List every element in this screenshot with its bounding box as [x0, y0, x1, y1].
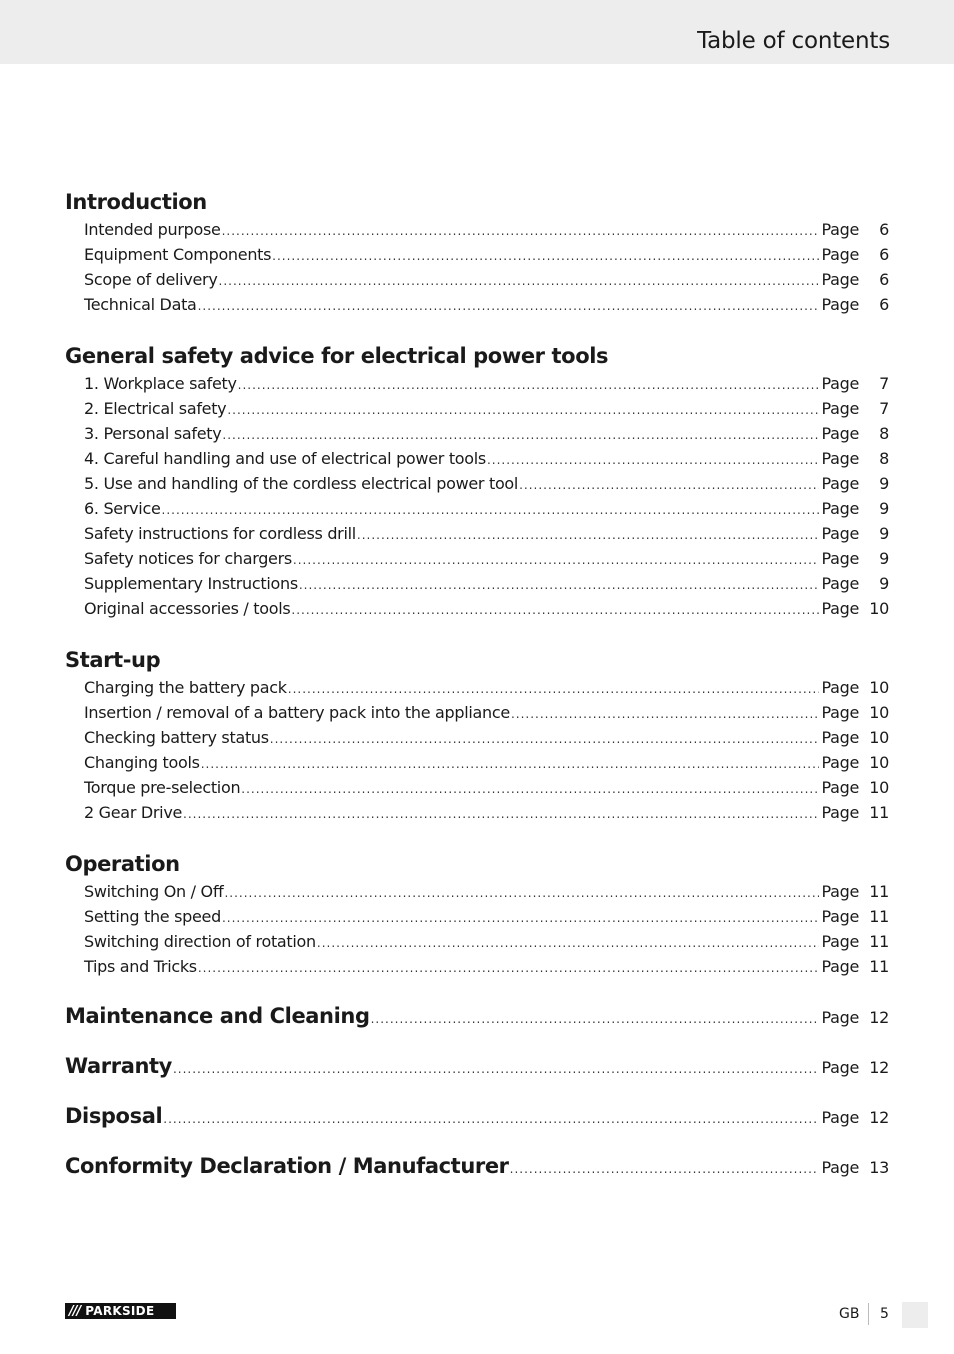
section-spacer: [65, 621, 889, 646]
section-heading: Start-up: [65, 648, 161, 672]
page-word: Page: [821, 753, 859, 772]
section-heading: Introduction: [65, 190, 207, 214]
page-word: Page: [821, 499, 859, 518]
toc-entry[interactable]: [65, 700, 889, 725]
entry-label: Intended purpose: [84, 220, 221, 239]
page-word: Page: [821, 599, 859, 618]
dot-leader: [238, 373, 820, 398]
entry-label: Original accessories / tools: [84, 599, 291, 618]
toc-entry[interactable]: [65, 217, 889, 242]
entry-label: Safety notices for chargers: [84, 549, 292, 568]
toc-entry[interactable]: [65, 371, 889, 396]
toc-entry[interactable]: [65, 446, 889, 471]
toc-entry[interactable]: [65, 775, 889, 800]
entry-label: Switching direction of rotation: [84, 932, 316, 951]
entry-label: 3. Personal safety: [84, 424, 222, 443]
dot-leader: [288, 677, 820, 702]
page-number: 9: [879, 549, 889, 568]
top-entry-label: Conformity Declaration / Manufacturer: [65, 1154, 509, 1178]
header-band: [0, 0, 954, 64]
dot-leader: [173, 1044, 820, 1094]
dot-leader: [510, 1144, 820, 1194]
page-number: 11: [869, 932, 889, 951]
dot-leader: [293, 548, 820, 573]
dot-leader: [511, 702, 820, 727]
page-number-footer: 5: [880, 1306, 889, 1322]
section-heading: General safety advice for electrical power tools: [65, 344, 609, 368]
dot-leader: [317, 931, 820, 956]
top-entry-label: Disposal: [65, 1104, 163, 1128]
page-word: Page: [821, 1108, 859, 1127]
page-word: Page: [821, 474, 859, 493]
dot-leader: [519, 473, 819, 498]
page-word: Page: [821, 1008, 859, 1027]
page-word: Page: [821, 245, 859, 264]
toc-entry[interactable]: [65, 292, 889, 317]
entry-label: Equipment Components: [84, 245, 272, 264]
page-word: Page: [821, 220, 859, 239]
entry-label: Technical Data: [84, 295, 197, 314]
entry-label: 2. Electrical safety: [84, 399, 227, 418]
toc-entry[interactable]: [65, 471, 889, 496]
entry-label: Checking battery status: [84, 728, 269, 747]
page-word: Page: [821, 424, 859, 443]
page-word: Page: [821, 1158, 859, 1177]
language-code: GB: [839, 1306, 860, 1322]
toc-top-entry-warranty[interactable]: [65, 1041, 889, 1091]
page-word: Page: [821, 399, 859, 418]
dot-leader: [198, 294, 820, 319]
toc-entry[interactable]: [65, 521, 889, 546]
page-word: Page: [821, 907, 859, 926]
page-word: Page: [821, 932, 859, 951]
dot-leader: [198, 956, 820, 981]
page-number: 8: [879, 424, 889, 443]
toc-entry[interactable]: [65, 675, 889, 700]
page-number: 13: [869, 1158, 889, 1177]
toc-entry[interactable]: [65, 929, 889, 954]
entry-label: Changing tools: [84, 753, 200, 772]
page-word: Page: [821, 270, 859, 289]
section-spacer: [65, 317, 889, 342]
page-word: Page: [821, 703, 859, 722]
page-number: 11: [869, 803, 889, 822]
section-spacer: [65, 825, 889, 850]
page-number: 10: [869, 703, 889, 722]
page-number: 12: [869, 1008, 889, 1027]
logo-stripes: ///: [69, 1303, 81, 1319]
page-word: Page: [821, 678, 859, 697]
page-word: Page: [821, 803, 859, 822]
dot-leader: [224, 881, 819, 906]
dot-leader: [222, 219, 820, 244]
page-number: 12: [869, 1058, 889, 1077]
page-number: 9: [879, 499, 889, 518]
toc-entry[interactable]: [65, 879, 889, 904]
top-entry-label: Maintenance and Cleaning: [65, 1004, 370, 1028]
page-number: 6: [879, 220, 889, 239]
footer-divider: [868, 1303, 869, 1325]
toc-entry[interactable]: [65, 904, 889, 929]
top-entry-label: Warranty: [65, 1054, 172, 1078]
page-word: Page: [821, 778, 859, 797]
toc-section-operation: [65, 850, 889, 991]
toc-top-entry-maintenance[interactable]: [65, 991, 889, 1041]
toc-section-introduction: [65, 188, 889, 342]
entry-label: Charging the battery pack: [84, 678, 287, 697]
toc-section-general-safety: [65, 342, 889, 646]
page-number: 11: [869, 907, 889, 926]
dot-leader: [219, 269, 820, 294]
dot-leader: [162, 498, 820, 523]
section-heading: Operation: [65, 852, 180, 876]
page-word: Page: [821, 957, 859, 976]
entry-label: Insertion / removal of a battery pack into the appliance: [84, 703, 510, 722]
page-number: 7: [879, 399, 889, 418]
toc-section-start-up: [65, 646, 889, 850]
page-number: 6: [879, 270, 889, 289]
page-number: 9: [879, 574, 889, 593]
page-word: Page: [821, 574, 859, 593]
page-word: Page: [821, 882, 859, 901]
entry-label: Safety instructions for cordless drill: [84, 524, 356, 543]
page-word: Page: [821, 374, 859, 393]
dot-leader: [183, 802, 819, 827]
page-word: Page: [821, 1058, 859, 1077]
entry-label: 5. Use and handling of the cordless electrical power tool: [84, 474, 519, 493]
dot-leader: [222, 423, 819, 448]
toc-entry[interactable]: [65, 954, 889, 979]
dot-leader: [371, 994, 820, 1044]
entry-label: 4. Careful handling and use of electrical power tools: [84, 449, 486, 468]
dot-leader: [291, 598, 819, 623]
entry-label: Scope of delivery: [84, 270, 218, 289]
dot-leader: [299, 573, 820, 598]
page-number: 9: [879, 524, 889, 543]
toc-entry[interactable]: [65, 800, 889, 825]
toc-entry[interactable]: [65, 750, 889, 775]
entry-label: Switching On / Off: [84, 882, 224, 901]
dot-leader: [357, 523, 820, 548]
page-number: 10: [869, 753, 889, 772]
toc-entry[interactable]: [65, 421, 889, 446]
toc-entry[interactable]: [65, 546, 889, 571]
entry-label: 2 Gear Drive: [84, 803, 183, 822]
page-number: 8: [879, 449, 889, 468]
toc-entry[interactable]: [65, 242, 889, 267]
page-number: 6: [879, 295, 889, 314]
toc-entry[interactable]: [65, 596, 889, 621]
entry-label: 6. Service: [84, 499, 161, 518]
entry-label: 1. Workplace safety: [84, 374, 237, 393]
page-number: 10: [869, 599, 889, 618]
toc-top-entry-conformity[interactable]: [65, 1141, 889, 1191]
entry-label: Tips and Tricks: [84, 957, 197, 976]
table-of-contents: [65, 188, 889, 1191]
dot-leader: [487, 448, 820, 473]
page-number: 6: [879, 245, 889, 264]
parkside-logo: [65, 1303, 176, 1319]
page-number: 10: [869, 728, 889, 747]
page-word: Page: [821, 728, 859, 747]
page-word: Page: [821, 524, 859, 543]
toc-entry[interactable]: [65, 267, 889, 292]
dot-leader: [163, 1094, 819, 1144]
page-word: Page: [821, 295, 859, 314]
toc-entry[interactable]: [65, 496, 889, 521]
page-number: 10: [869, 778, 889, 797]
toc-entry[interactable]: [65, 396, 889, 421]
toc-entry[interactable]: [65, 571, 889, 596]
dot-leader: [222, 906, 819, 931]
page-number: 9: [879, 474, 889, 493]
page-number: 11: [869, 882, 889, 901]
logo-text: PARKSIDE: [85, 1304, 155, 1318]
entry-label: Torque pre-selection: [84, 778, 241, 797]
page-number: 7: [879, 374, 889, 393]
page-number: 12: [869, 1108, 889, 1127]
dot-leader: [227, 398, 819, 423]
dot-leader: [270, 727, 820, 752]
dot-leader: [241, 777, 819, 802]
dot-leader: [201, 752, 820, 777]
page-number: 10: [869, 678, 889, 697]
page-word: Page: [821, 449, 859, 468]
footer-tab-box: [902, 1302, 928, 1328]
toc-entry[interactable]: [65, 725, 889, 750]
toc-top-entry-disposal[interactable]: [65, 1091, 889, 1141]
entry-label: Setting the speed: [84, 907, 221, 926]
page-number: 11: [869, 957, 889, 976]
entry-label: Supplementary Instructions: [84, 574, 298, 593]
dot-leader: [272, 244, 819, 269]
page-word: Page: [821, 549, 859, 568]
page-title: Table of contents: [697, 28, 890, 54]
